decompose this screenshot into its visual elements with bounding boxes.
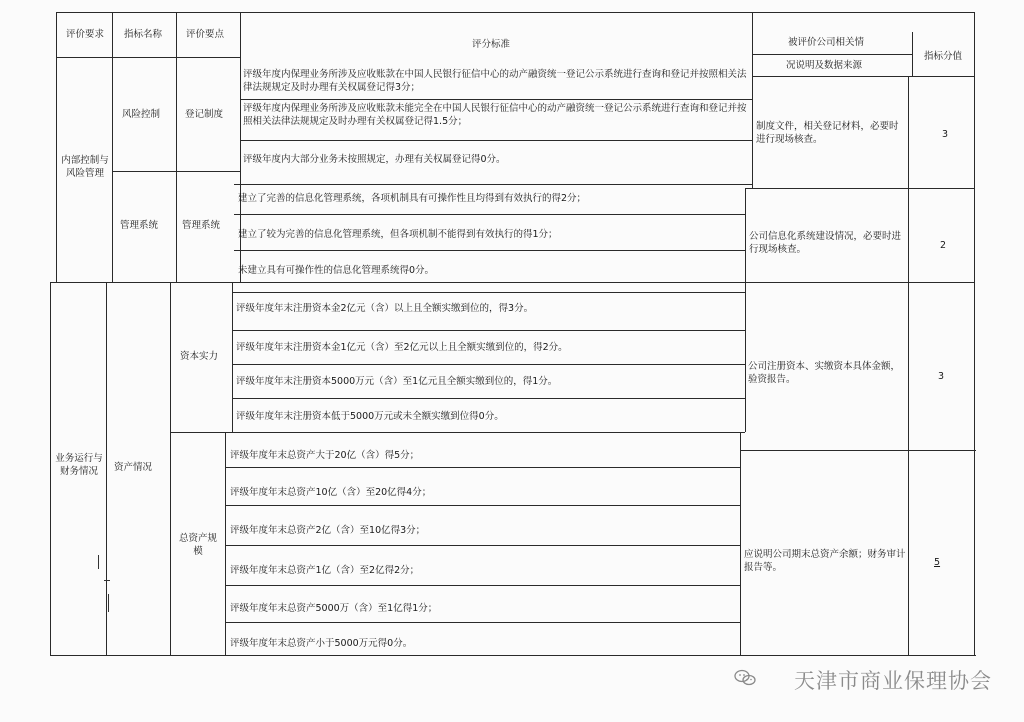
mgmt-row-1: 建立了完善的信息化管理系统，各项机制具有可操作性且均得到有效执行的得2分； <box>238 193 587 204</box>
capital-row-4: 评级年度年末注册资本低于5000万元或未全额实缴到位得0分。 <box>236 411 504 422</box>
total-assets-point: 总资产规模 <box>178 533 217 557</box>
register-score: 3 <box>942 129 949 140</box>
register-note: 制度文件，相关登记材料，必要时进行现场核查。 <box>756 121 899 145</box>
header-company-line2: 况说明及数据来源 <box>786 60 863 71</box>
assets-row-3: 评级年度年末总资产2亿（含）至10亿得3分； <box>230 525 426 536</box>
register-row-3: 评级年度内大部分业务未按照规定，办理有关权属登记得0分。 <box>243 154 506 165</box>
mgmt-name: 管理系统 <box>120 220 159 231</box>
pen-mark <box>104 580 110 581</box>
assets-row-4: 评级年度年末总资产1亿（含）至2亿得2分； <box>230 565 420 576</box>
capital-row-2: 评级年度年末注册资本金1亿元（含）至2亿元以上且全额实缴到位的，得2分。 <box>236 342 568 353</box>
capital-note: 公司注册资本、实缴资本具体金额，验资报告。 <box>748 361 901 385</box>
header-req: 评价要求 <box>66 29 105 40</box>
pen-mark <box>98 555 99 569</box>
assets-row-6: 评级年度年末总资产小于5000万元得0分。 <box>230 638 413 649</box>
pen-mark <box>108 594 109 612</box>
watermark-text: 天津市商业保理协会 <box>794 669 992 693</box>
header-point: 评价要点 <box>186 29 225 40</box>
capital-row-1: 评级年度年末注册资本金2亿元（含）以上且全额实缴到位的，得3分。 <box>236 303 534 314</box>
header-name: 指标名称 <box>124 29 163 40</box>
mgmt-point: 管理系统 <box>182 220 221 231</box>
assets-row-5: 评级年度年末总资产5000万（含）至1亿得1分； <box>230 603 438 614</box>
mgmt-score: 2 <box>940 240 947 251</box>
header-score: 指标分值 <box>924 51 963 62</box>
capital-row-3: 评级年度年末注册资本5000万元（含）至1亿元且全额实缴到位的，得1分。 <box>236 376 558 387</box>
risk-control-name: 风险控制 <box>122 109 161 120</box>
register-point: 登记制度 <box>185 109 224 120</box>
wechat-icon <box>734 669 756 687</box>
section-internal: 内部控制与风险管理 <box>61 155 109 179</box>
asset-name: 资产情况 <box>114 462 153 473</box>
mgmt-note: 公司信息化系统建设情况，必要时进行现场核查。 <box>749 231 902 255</box>
header-standard: 评分标准 <box>472 39 511 50</box>
assets-note: 应说明公司期末总资产余额；财务审计报告等。 <box>744 549 906 573</box>
header-company-line1: 被评价公司相关情 <box>788 37 865 48</box>
register-row-1: 评级年度内保理业务所涉及应收账款在中国人民银行征信中心的动产融资统一登记公示系统进行查询和登记并按照相关法律法规规定及时办理有关权属登记得3分； <box>243 69 747 93</box>
assets-row-2: 评级年度年末总资产10亿（含）至20亿得4分； <box>230 487 432 498</box>
capital-score: 3 <box>938 371 945 382</box>
assets-row-1: 评级年度年末总资产大于20亿（含）得5分； <box>230 450 420 461</box>
mgmt-row-2: 建立了较为完善的信息化管理系统，但各项机制不能得到有效执行的得1分； <box>238 229 558 240</box>
register-row-2: 评级年度内保理业务所涉及应收账款未能完全在中国人民银行征信中心的动产融资统一登记公示系统进行查询和登记并按照相关法律法规规定及时办理有关权属登记得1.5分； <box>243 103 747 127</box>
capital-point: 资本实力 <box>180 351 219 362</box>
section-business: 业务运行与财务情况 <box>55 453 103 477</box>
mgmt-row-3: 未建立具有可操作性的信息化管理系统得0分。 <box>238 265 435 276</box>
assets-score: 5 <box>934 557 941 568</box>
